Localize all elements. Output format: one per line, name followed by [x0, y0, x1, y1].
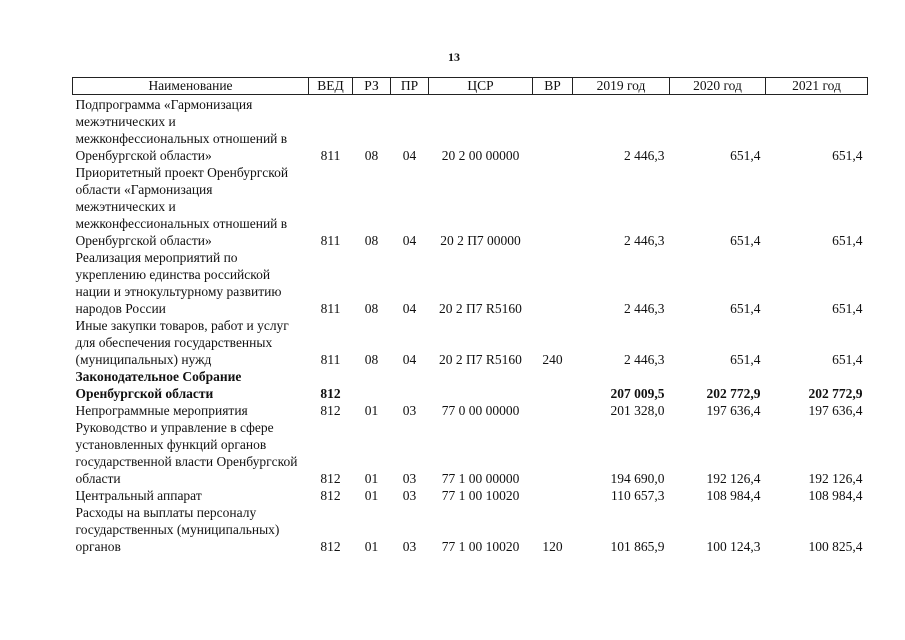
header-vr: ВР	[533, 78, 573, 95]
row-rz: 08	[364, 301, 379, 316]
row-2021: 651,4	[832, 148, 863, 163]
row-pr: 03	[402, 539, 417, 554]
header-2019: 2019 год	[573, 78, 670, 95]
row-ved: 812	[320, 539, 341, 554]
row-name: Иные закупки товаров, работ и услуг для обеспечения государственных (муниципальных) нужд	[75, 318, 289, 367]
row-pr: 04	[402, 148, 417, 163]
row-rz: 01	[364, 471, 379, 486]
row-name: Законодательное Собрание Оренбургской области	[75, 369, 242, 401]
header-name: Наименование	[73, 78, 309, 95]
row-name: Приоритетный проект Оренбургской области «Гармонизация межэтнических и межконфессиональных отношений в Оренбургской области»	[75, 165, 289, 248]
row-ved: 811	[320, 352, 341, 367]
row-ved: 812	[320, 403, 341, 418]
row-pr: 04	[402, 352, 417, 367]
row-vr	[533, 95, 573, 165]
row-pr	[391, 368, 429, 402]
row-rz: 01	[364, 403, 379, 418]
row-2019: 207 009,5	[610, 386, 665, 401]
row-name: Реализация мероприятий по укреплению единства российской нации и этнокультурному развитию народов России	[75, 250, 282, 316]
row-rz: 08	[364, 148, 379, 163]
row-rz: 08	[364, 352, 379, 367]
table-header-row	[73, 78, 868, 95]
budget-table	[72, 77, 868, 555]
row-vr: 240	[542, 352, 563, 367]
row-rz: 01	[364, 539, 379, 554]
row-csr	[429, 368, 533, 402]
table-body	[73, 95, 868, 556]
table-row	[73, 164, 868, 249]
table-row	[73, 504, 868, 555]
row-pr: 04	[402, 233, 417, 248]
header-csr: ЦСР	[429, 78, 533, 95]
row-2019: 2 446,3	[624, 301, 665, 316]
table-row	[73, 249, 868, 317]
table-row	[73, 487, 868, 504]
row-rz	[353, 368, 391, 402]
row-2020: 108 984,4	[706, 488, 761, 503]
row-2019: 110 657,3	[611, 488, 665, 503]
row-2021: 108 984,4	[808, 488, 863, 503]
row-2020: 197 636,4	[706, 403, 761, 418]
row-csr: 20 2 П7 00000	[440, 233, 521, 248]
row-pr: 03	[402, 471, 417, 486]
row-ved: 812	[320, 471, 341, 486]
header-2021: 2021 год	[766, 78, 868, 95]
row-vr	[533, 419, 573, 487]
row-2020: 192 126,4	[706, 471, 761, 486]
row-csr: 20 2 00 00000	[441, 148, 520, 163]
row-csr: 77 1 00 10020	[441, 488, 520, 503]
row-2021: 651,4	[832, 301, 863, 316]
row-2020: 100 124,3	[706, 539, 761, 554]
row-vr: 120	[542, 539, 563, 554]
row-pr: 03	[402, 488, 417, 503]
row-2020: 651,4	[730, 352, 761, 367]
row-vr	[533, 487, 573, 504]
row-vr	[533, 402, 573, 419]
row-rz: 01	[364, 488, 379, 503]
row-ved: 812	[320, 386, 341, 401]
row-2021: 651,4	[832, 352, 863, 367]
row-ved: 811	[320, 233, 341, 248]
row-vr	[533, 164, 573, 249]
row-pr: 04	[402, 301, 417, 316]
row-ved: 812	[320, 488, 341, 503]
row-vr	[533, 368, 573, 402]
row-csr: 77 1 00 10020	[441, 539, 520, 554]
row-rz: 08	[364, 233, 379, 248]
table-row	[73, 419, 868, 487]
row-csr: 77 0 00 00000	[441, 403, 520, 418]
row-2021: 100 825,4	[808, 539, 863, 554]
row-2019: 101 865,9	[610, 539, 665, 554]
row-name: Непрограммные мероприятия	[75, 403, 248, 418]
row-2019: 194 690,0	[610, 471, 665, 486]
row-2020: 651,4	[730, 301, 761, 316]
row-2019: 2 446,3	[624, 233, 665, 248]
row-csr: 20 2 П7 R5160	[439, 301, 522, 316]
row-2020: 651,4	[730, 233, 761, 248]
header-rz: РЗ	[353, 78, 391, 95]
row-2019: 2 446,3	[624, 352, 665, 367]
row-2021: 202 772,9	[808, 386, 863, 401]
row-2021: 197 636,4	[808, 403, 863, 418]
row-pr: 03	[402, 403, 417, 418]
row-2020: 651,4	[730, 148, 761, 163]
row-ved: 811	[320, 301, 341, 316]
row-csr: 77 1 00 00000	[441, 471, 520, 486]
table-row	[73, 317, 868, 368]
row-name: Центральный аппарат	[75, 488, 202, 503]
row-2021: 651,4	[832, 233, 863, 248]
row-vr	[533, 249, 573, 317]
row-name: Руководство и управление в сфере установленных функций органов государственной власти Оренбургской области	[75, 420, 298, 486]
row-2021: 192 126,4	[808, 471, 863, 486]
row-2020: 202 772,9	[706, 386, 761, 401]
row-csr: 20 2 П7 R5160	[439, 352, 522, 367]
row-name: Подпрограмма «Гармонизация межэтнических и межконфессиональных отношений в Оренбургской области»	[75, 97, 288, 163]
header-pr: ПР	[391, 78, 429, 95]
row-2019: 201 328,0	[610, 403, 665, 418]
page-number: 13	[448, 50, 460, 64]
header-2020: 2020 год	[670, 78, 766, 95]
table-row	[73, 95, 868, 165]
header-ved: ВЕД	[309, 78, 353, 95]
row-ved: 811	[320, 148, 341, 163]
row-name: Расходы на выплаты персоналу государственных (муниципальных) органов	[75, 505, 280, 554]
row-2019: 2 446,3	[624, 148, 665, 163]
table-row	[73, 402, 868, 419]
table-row	[73, 368, 868, 402]
